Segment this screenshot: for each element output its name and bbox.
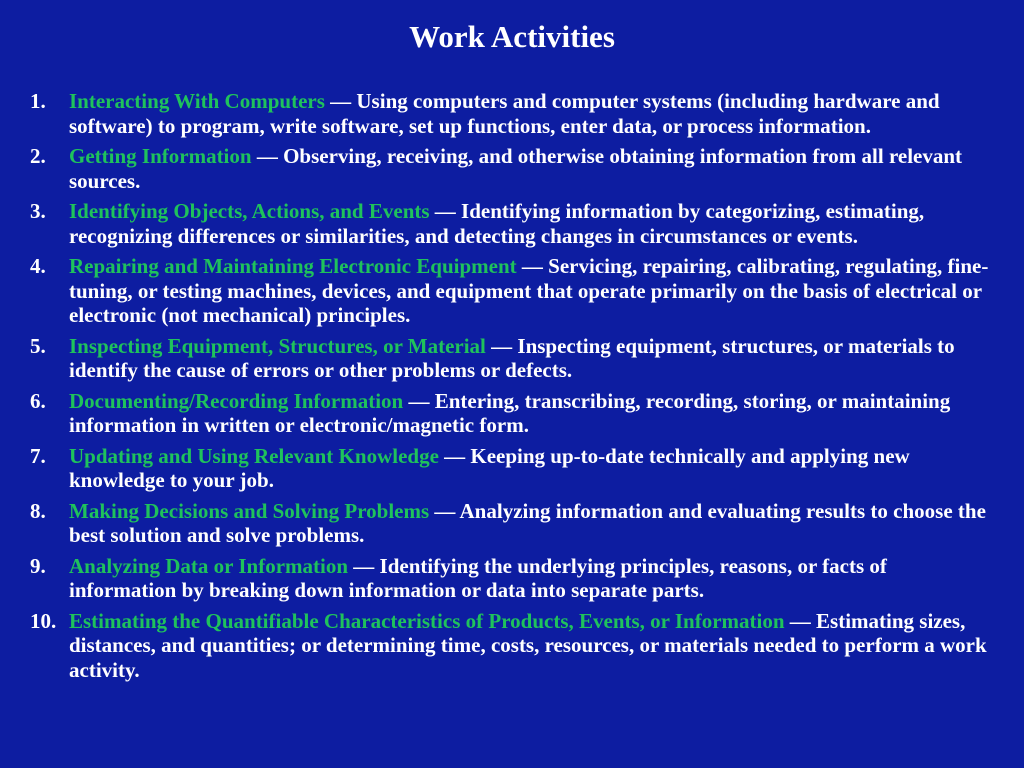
item-description: — Analyzing information and evaluating results to choose the best solution and solve problems. [69,498,986,547]
item-description: — Using computers and computer systems (including hardware and software) to program, write software, set up functions, enter data, or process information. [69,89,940,138]
item-term: Estimating the Quantifiable Characteristics of Products, Events, or Information [69,608,785,633]
item-number: 2. [30,144,46,168]
list-item [30,389,996,438]
item-text [69,199,996,248]
item-description: — Identifying information by categorizing, estimating, recognizing differences or similarities, and detecting changes in circumstances or events. [69,199,925,248]
item-term: Analyzing Data or Information [69,553,349,578]
item-number: 4. [30,254,46,278]
list-item [30,554,996,603]
item-term: Getting Information [69,144,252,168]
item-term: Identifying Objects, Actions, and Events [69,199,430,223]
item-number: 9. [30,553,46,578]
item-term: Interacting With Computers [69,89,325,113]
item-term: Updating and Using Relevant Knowledge [69,443,439,468]
item-term: Inspecting Equipment, Structures, or Material [69,333,486,358]
list-item [30,144,996,193]
item-text [69,554,996,603]
item-number: 3. [30,199,46,223]
item-text [69,609,996,683]
item-term: Making Decisions and Solving Problems [69,498,430,523]
list-item [30,609,996,683]
slide-title: Work Activities [409,19,615,54]
item-text [69,144,996,193]
list-item [30,499,996,548]
item-text [69,499,996,548]
item-description: — Servicing, repairing, calibrating, regulating, fine-tuning, or testing machines, devices, and equipment that operate primarily on the basis of electrical or electronic (not mechanical) principles. [69,254,989,327]
list-item [30,254,996,328]
item-description: — Keeping up-to-date technically and applying new knowledge to your job. [69,443,910,492]
item-text [69,89,996,138]
list-item [30,444,996,493]
item-text [69,389,996,438]
item-text [69,334,996,383]
item-term: Repairing and Maintaining Electronic Equipment [69,254,517,278]
list-item [30,89,996,138]
item-description: — Entering, transcribing, recording, storing, or maintaining information in written or electronic/magnetic form. [69,388,951,437]
item-number: 6. [30,388,46,413]
list-item [30,199,996,248]
item-term: Documenting/Recording Information [69,388,404,413]
item-number: 7. [30,443,46,468]
item-number: 5. [30,333,46,358]
item-description: — Estimating sizes, distances, and quantities; or determining time, costs, resources, or materials needed to perform a work activity. [69,608,987,682]
item-number: 1. [30,89,46,113]
item-description: — Identifying the underlying principles, reasons, or facts of information by breaking down information or data into separate parts. [69,553,887,602]
list-item [30,334,996,383]
item-description: — Observing, receiving, and otherwise obtaining information from all relevant sources. [69,144,963,193]
item-text [69,444,996,493]
work-activities-list [30,89,996,688]
item-number: 10. [30,608,57,633]
item-text [69,254,996,328]
item-number: 8. [30,498,46,523]
item-description: — Inspecting equipment, structures, or materials to identify the cause of errors or other problems or defects. [69,333,955,382]
